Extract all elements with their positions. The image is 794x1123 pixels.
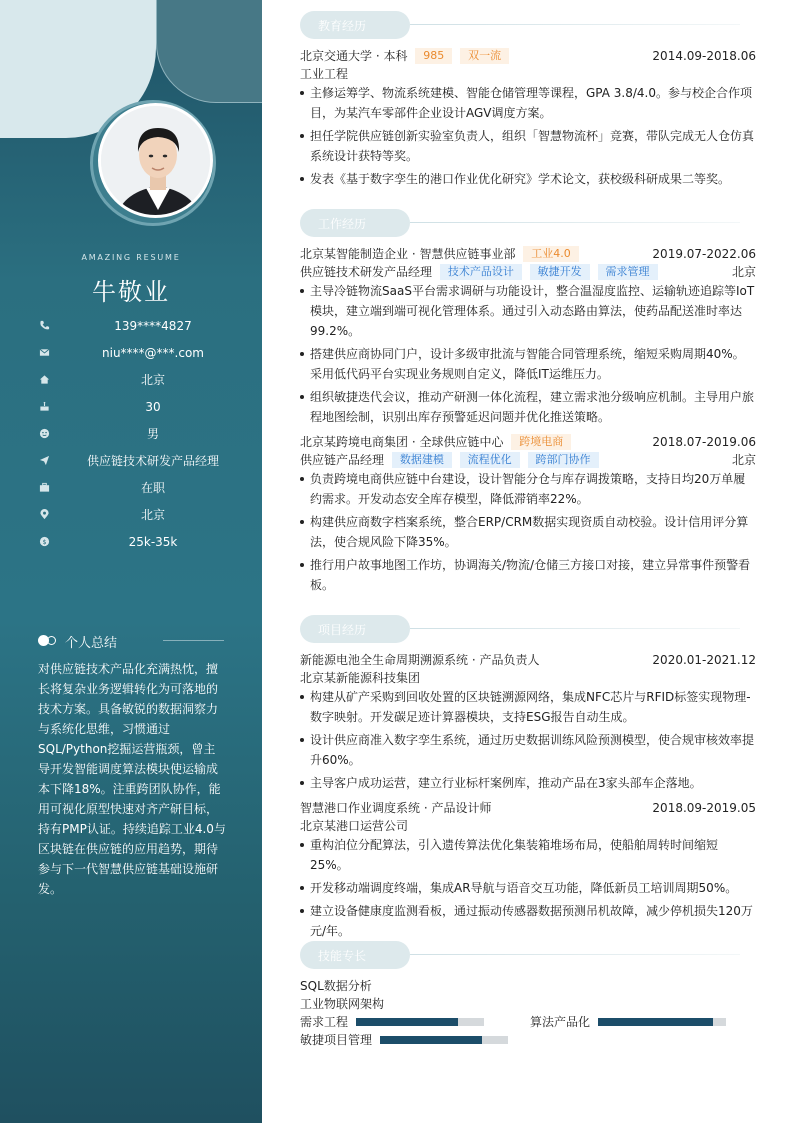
skill-name: 需求工程 [300,1015,349,1029]
info-age [38,399,238,417]
list-item: 担任学院供应链创新实验室负责人，组织「智慧物流杯」竞赛，带队完成无人仓仿真系统设计获特等奖。 [300,126,756,166]
email-address: niu****@***.com [102,346,204,360]
skill-tag: 数据建模 [392,452,452,468]
skill-level-bar [356,1018,484,1026]
gender: 男 [146,427,159,441]
project-bullets [300,687,756,796]
list-item: 发表《基于数字孪生的港口作业优化研究》学术论文，获校级科研成果二等奖。 [300,169,756,189]
job-role-row [300,263,756,281]
project-name: 智慧港口作业调度系统 · 产品设计师 [300,801,492,815]
job-role: 供应链产品经理 [300,453,385,467]
school-tag: 985 [415,48,452,64]
section-divider [410,222,740,223]
school-tag: 双一流 [460,48,509,64]
svg-text:$: $ [41,537,47,546]
project-org-row [300,669,756,687]
info-email [38,345,238,363]
project-date: 2020.01-2021.12 [652,653,756,667]
summary-ring-icon [47,636,56,645]
skill-level-fill [598,1018,713,1026]
list-item: 重构泊位分配算法，引入遗传算法优化集装箱堆场布局，使船舶周转时间缩短25%。 [300,835,756,875]
company-name: 北京某跨境电商集团 · 全球供应链中心 [300,435,504,449]
employment-status: 在职 [140,481,165,495]
age: 30 [145,400,161,414]
school-name: 北京交通大学 · 本科 [300,49,408,63]
company-tag: 工业4.0 [523,246,579,262]
summary-title: 个人总结 [65,636,118,651]
skill-tag: 需求管理 [598,264,658,280]
candidate-name: 牛敬业 [92,278,170,306]
list-item: 推行用户故事地图工作坊，协调海关/物流/仓储三方接口对接，建立异常事件预警看板。 [300,555,756,595]
company-name: 北京某智能制造企业 · 智慧供应链事业部 [300,247,516,261]
project-name: 新能源电池全生命周期溯源系统 · 产品负责人 [300,653,540,667]
section-divider [410,24,740,25]
job-date: 2018.07-2019.06 [652,435,756,449]
education-major-row [300,65,756,83]
skill-item: SQL数据分析 [300,979,372,993]
job-bullets [300,469,756,598]
section-header-work [300,209,740,237]
skill-rated-item [300,1031,530,1049]
section-header-skills [300,941,740,969]
skill-rated-item [530,1013,756,1031]
education-date: 2014.09-2018.06 [652,49,756,63]
section-header-projects [300,615,740,643]
job-date: 2019.07-2022.06 [652,247,756,261]
info-target-position [38,453,238,471]
list-item: 构建供应商数字档案系统，整合ERP/CRM数据实现资质自动校验。设计信用评分算法，使合规风险下降35%。 [300,512,756,552]
cake-icon [38,401,50,413]
desired-location: 北京 [140,508,165,522]
section-divider [410,628,740,629]
education-bullets [300,83,756,192]
list-item: 主导客户成功运营，建立行业标杆案例库，推动产品在3家头部车企落地。 [300,773,756,793]
job-header-row [300,245,756,263]
skill-name: 敏捷项目管理 [300,1033,373,1047]
phone-icon [38,320,50,332]
send-icon [38,455,50,467]
info-home [38,372,238,390]
sidebar [0,0,262,1123]
project-header-row [300,799,756,817]
location-pin-icon [38,509,50,521]
info-status [38,480,238,498]
phone-number: 139****4827 [114,319,192,333]
list-item: 负责跨境电商供应链中台建设，设计智能分仓与库存调拨策略，支持日均20万单履约需求。开发动态安全库存模型，降低滞销率22%。 [300,469,756,509]
home-icon [38,374,50,386]
section-divider [410,954,740,955]
expected-salary: 25k-35k [128,535,178,549]
info-phone [38,318,238,336]
skill-name: 算法产品化 [530,1015,591,1029]
list-item: 建立设备健康度监测看板，通过振动传感器数据预测吊机故障，减少停机损失120万元/年。 [300,901,756,941]
target-position: 供应链技术研发产品经理 [86,454,219,468]
briefcase-icon [38,482,50,494]
list-item: 构建从矿产采购到回收处置的区块链溯源网络，集成NFC芯片与RFID标签实现物理-数字映射。开发碳足迹计算器模块，支持ESG报告自动生成。 [300,687,756,727]
list-item: 主修运筹学、物流系统建模、智能仓储管理等课程，GPA 3.8/4.0。参与校企合作项目，为某汽车零部件企业设计AGV调度方案。 [300,83,756,123]
list-item: 设计供应商准入数字孪生系统，通过历史数据训练风险预测模型，使合规审核效率提升60%。 [300,730,756,770]
money-icon [38,536,50,548]
summary-divider [163,640,224,641]
skill-level-bar [380,1036,508,1044]
home-city: 北京 [140,373,165,387]
skill-level-bar [598,1018,726,1026]
project-org: 北京某新能源科技集团 [300,671,421,685]
project-date: 2018.09-2019.05 [652,801,756,815]
avatar [98,103,213,218]
section-title-skills: 技能专长 [318,949,367,963]
project-bullets [300,835,756,944]
skill-rated-item [300,1013,500,1031]
project-org: 北京某港口运营公司 [300,819,409,833]
section-title-education: 教育经历 [318,19,367,33]
resume-tagline: AMAZING RESUME [81,253,181,262]
job-role-row [300,451,756,469]
skill-level-fill [356,1018,458,1026]
skill-tag: 技术产品设计 [440,264,522,280]
skill-tag: 流程优化 [460,452,520,468]
section-title-projects: 项目经历 [318,623,367,637]
summary-text: 对供应链技术产品化充满热忱，擅长将复杂业务逻辑转化为可落地的技术方案。具备敏锐的数据洞察力与系统化思维，习惯通过SQL/Python挖掘运营瓶颈，曾主导开发智能调度算法模块使运输成本下降18%。注重跨团队协作，能用可视化原型快速对齐产研目标，持有PMP认证。持续追踪工业4.0与区块链在供应链的应用趋势，期待参与下一代智慧供应链基础设施研发。 [38,662,226,896]
mail-icon [38,347,50,359]
main-content [300,0,756,1123]
project-org-row [300,817,756,835]
list-item: 组织敏捷迭代会议，推动产研测一体化流程，建立需求池分级响应机制。主导用户旅程地图绘制，识别出库存预警延迟问题并优化推送策略。 [300,387,756,427]
company-tag: 跨境电商 [511,434,571,450]
info-location [38,507,238,525]
skill-tag: 跨部门协作 [528,452,599,468]
section-title-work: 工作经历 [318,217,367,231]
summary-header [38,632,224,650]
list-item: 搭建供应商协同门户，设计多级审批流与智能合同管理系统，缩短采购周期40%。采用低代码平台实现业务规则自定义，降低IT运维压力。 [300,344,756,384]
sidebar-decoration-corner [156,0,262,103]
skill-tag: 敏捷开发 [530,264,590,280]
job-city: 北京 [731,265,756,279]
project-header-row [300,651,756,669]
info-salary [38,534,238,552]
skill-level-fill [380,1036,482,1044]
info-gender [38,426,238,444]
gender-icon [38,428,50,440]
job-header-row [300,433,756,451]
list-item: 开发移动端调度终端，集成AR导航与语音交互功能，降低新员工培训周期50%。 [300,878,756,898]
education-header-row [300,47,756,65]
skill-item: 工业物联网架构 [300,997,385,1011]
job-role: 供应链技术研发产品经理 [300,265,433,279]
job-bullets [300,281,756,430]
job-city: 北京 [731,453,756,467]
section-header-education [300,11,740,39]
list-item: 主导冷链物流SaaS平台需求调研与功能设计，整合温湿度监控、运输轨迹追踪等IoT模块，建立端到端可视化管理体系。通过引入动态路由算法，使药品配送准时率达99.2%。 [300,281,756,341]
major: 工业工程 [300,67,349,81]
